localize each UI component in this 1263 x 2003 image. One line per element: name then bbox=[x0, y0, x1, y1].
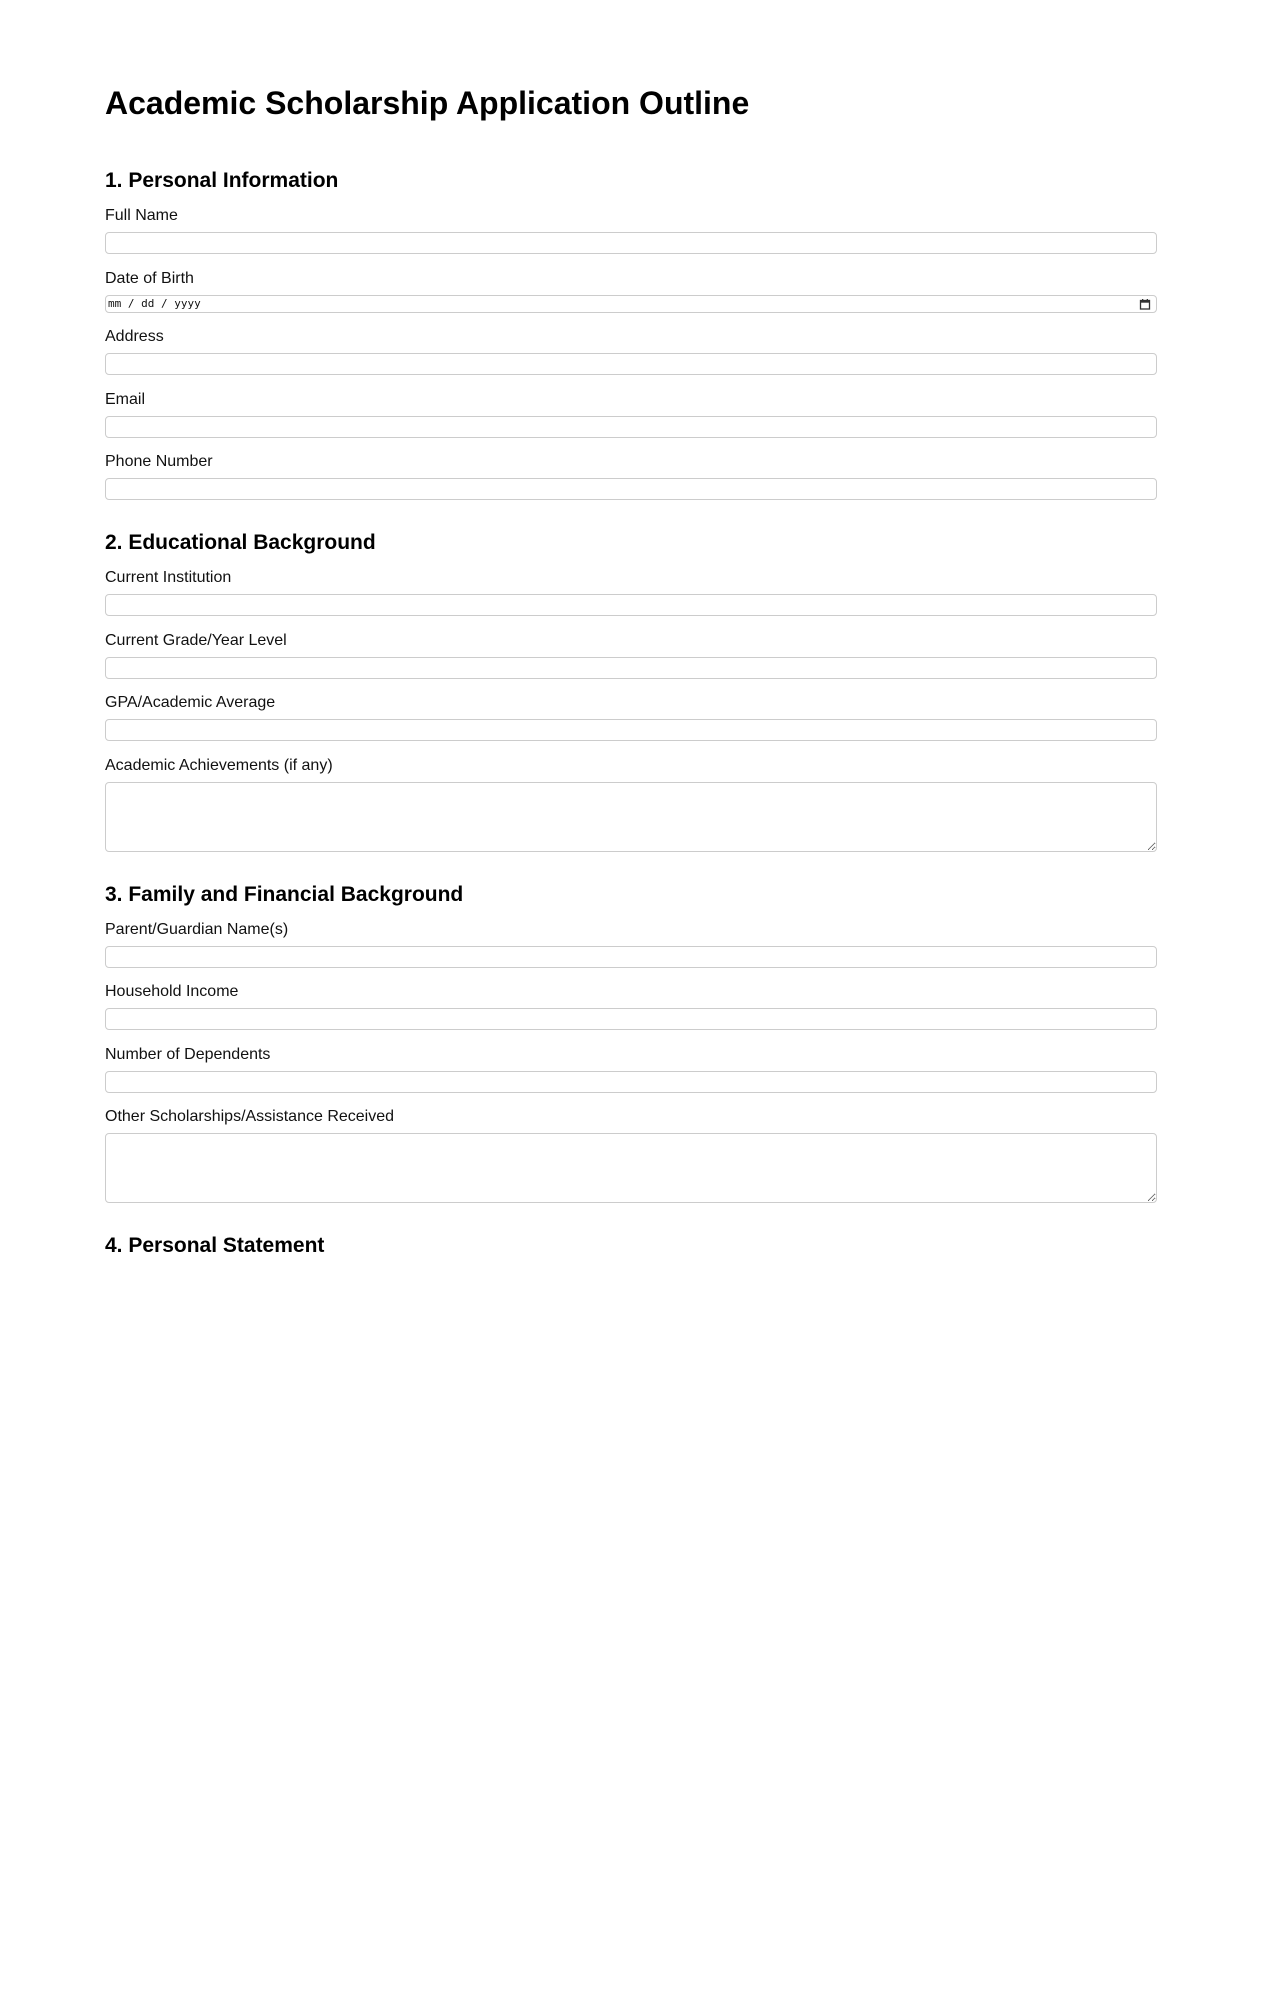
section-personal-statement bbox=[105, 1234, 1157, 1258]
calendar-icon[interactable] bbox=[1139, 298, 1151, 310]
address-input[interactable] bbox=[105, 353, 1157, 375]
parent-guardian-input[interactable] bbox=[105, 946, 1157, 968]
section-heading: 3. Family and Financial Background bbox=[105, 882, 464, 906]
field-label: Academic Achievements (if any) bbox=[105, 756, 333, 774]
other-scholarships-textarea[interactable] bbox=[105, 1133, 1157, 1203]
field-academic-achievements bbox=[105, 757, 1157, 852]
academic-achievements-textarea[interactable] bbox=[105, 782, 1157, 852]
application-form bbox=[105, 85, 1157, 1289]
date-placeholder: mm / dd / yyyy bbox=[108, 296, 201, 310]
field-current-institution bbox=[105, 569, 1157, 616]
field-email bbox=[105, 391, 1157, 438]
field-label: Other Scholarships/Assistance Received bbox=[105, 1108, 395, 1125]
current-institution-input[interactable] bbox=[105, 594, 1157, 616]
field-label: Date of Birth bbox=[105, 269, 194, 287]
phone-number-input[interactable] bbox=[105, 478, 1157, 500]
field-label: Current Grade/Year Level bbox=[105, 631, 287, 649]
date-of-birth-input[interactable] bbox=[105, 295, 1157, 313]
section-family-financial-background bbox=[105, 883, 1157, 1204]
field-label: Full Name bbox=[105, 207, 178, 224]
field-address bbox=[105, 328, 1157, 375]
field-number-of-dependents bbox=[105, 1046, 1157, 1093]
field-label: Current Institution bbox=[105, 569, 232, 586]
field-label: Parent/Guardian Name(s) bbox=[105, 920, 289, 938]
gpa-input[interactable] bbox=[105, 719, 1157, 741]
field-phone-number bbox=[105, 453, 1157, 500]
section-personal-information bbox=[105, 169, 1157, 500]
number-of-dependents-input[interactable] bbox=[105, 1071, 1157, 1093]
full-name-input[interactable] bbox=[105, 232, 1157, 254]
field-label: Address bbox=[105, 328, 164, 345]
field-label: Household Income bbox=[105, 983, 239, 1000]
page-title: Academic Scholarship Application Outline bbox=[105, 85, 750, 121]
section-heading: 4. Personal Statement bbox=[105, 1234, 325, 1257]
current-grade-input[interactable] bbox=[105, 657, 1157, 679]
field-parent-guardian-names bbox=[105, 921, 1157, 968]
field-household-income bbox=[105, 983, 1157, 1030]
field-label: Number of Dependents bbox=[105, 1045, 271, 1063]
household-income-input[interactable] bbox=[105, 1008, 1157, 1030]
field-label: Phone Number bbox=[105, 453, 213, 470]
section-heading: 2. Educational Background bbox=[105, 531, 376, 554]
field-label: Email bbox=[105, 390, 146, 408]
section-educational-background bbox=[105, 531, 1157, 852]
field-date-of-birth bbox=[105, 270, 1157, 313]
field-other-scholarships bbox=[105, 1108, 1157, 1203]
field-gpa bbox=[105, 694, 1157, 741]
field-label: GPA/Academic Average bbox=[105, 694, 276, 711]
field-current-grade bbox=[105, 632, 1157, 679]
section-heading: 1. Personal Information bbox=[105, 169, 339, 192]
email-input[interactable] bbox=[105, 416, 1157, 438]
field-full-name bbox=[105, 207, 1157, 254]
